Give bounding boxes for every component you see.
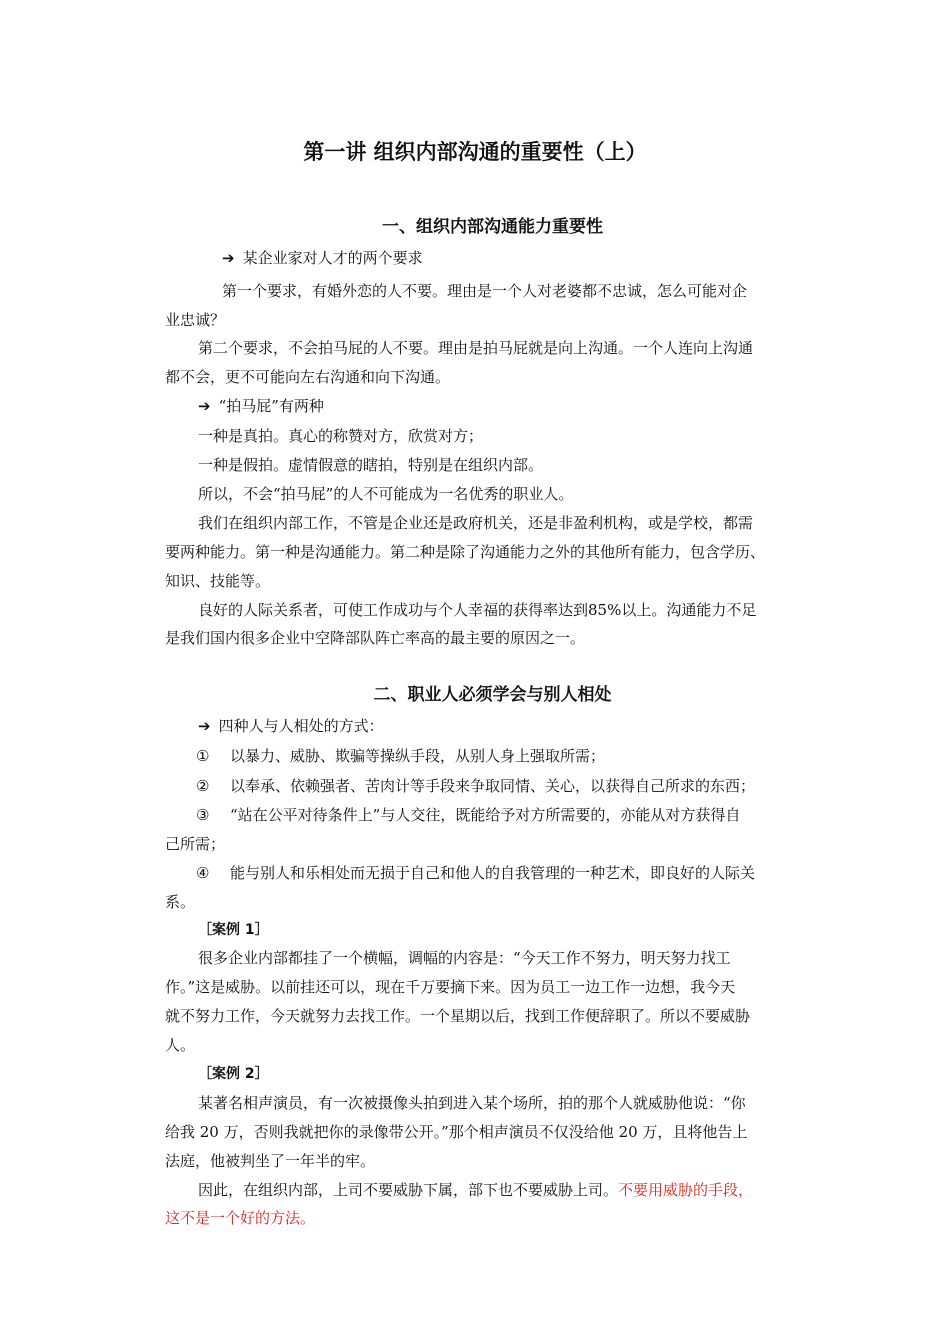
- emphasis-text: 不要用威胁的手段，: [618, 1181, 754, 1199]
- conclusion-text: 因此，在组织内部，上司不要威胁下属，部下也不要威胁上司。: [198, 1181, 619, 1199]
- paragraph-line: 是我们国内很多企业中空降部队阵亡率高的最主要的原因之一。: [165, 629, 586, 647]
- paragraph-line: 一种是真拍。真心的称赞对方，欣赏对方；: [198, 427, 484, 445]
- bullet-text: 四种人与人相处的方式：: [218, 717, 384, 735]
- section-heading-2: 二、职业人必须学会与别人相处: [373, 685, 612, 705]
- emphasis-text: 这不是一个好的方法。: [165, 1209, 316, 1227]
- paragraph-line: 法庭，他被判坐了一年半的牢。: [165, 1152, 376, 1170]
- paragraph-line: 给我 20 万，否则我就把你的录像带公开。”那个相声演员不仅没给他 20 万，且将他告上: [165, 1123, 748, 1141]
- paragraph-line: 要两种能力。第一种是沟通能力。第二种是除了沟通能力之外的其他所有能力，包含学历、: [165, 543, 766, 561]
- page-title: 第一讲 组织内部沟通的重要性（上）: [303, 140, 647, 164]
- list-number: ④: [196, 864, 210, 882]
- section-heading-1: 一、组织内部沟通能力重要性: [382, 217, 603, 237]
- case-label-2: ［案例 2］: [198, 1066, 269, 1082]
- paragraph-line: 知识、技能等。: [165, 572, 271, 590]
- paragraph-line: 良好的人际关系者，可使工作成功与个人幸福的获得率达到85%以上。沟通能力不足: [198, 601, 757, 619]
- list-item: [196, 862, 755, 884]
- paragraph-line: 我们在组织内部工作，不管是企业还是政府机关，还是非盈利机构，或是学校，都需: [198, 514, 754, 532]
- list-item: [196, 745, 605, 767]
- list-item-text: 以奉承、依赖强者、苦肉计等手段来争取同情、关心，以获得自己所求的东西；: [230, 777, 756, 795]
- list-item-continuation: 己所需；: [165, 835, 226, 853]
- paragraph-line: 人。: [165, 1036, 196, 1054]
- bullet-line: [198, 715, 384, 737]
- bullet-text: “拍马屁”有两种: [218, 397, 324, 415]
- list-item-text: “站在公平对待条件上”与人交往，既能给予对方所需要的，亦能从对方获得自: [230, 806, 741, 824]
- paragraph-line: 就不努力工作，今天就努力去找工作。一个星期以后，找到工作便辞职了。所以不要威胁: [165, 1007, 751, 1025]
- list-item: [196, 775, 755, 797]
- paragraph-line: 都不会，更不可能向左右沟通和向下沟通。: [165, 368, 451, 386]
- paragraph-line: 所以，不会“拍马屁”的人不可能成为一名优秀的职业人。: [198, 485, 574, 503]
- list-number: ③: [196, 806, 210, 824]
- paragraph-line: 很多企业内部都挂了一个横幅，调幅的内容是：“今天工作不努力，明天努力找工: [198, 949, 731, 967]
- bullet-line: [198, 395, 324, 417]
- paragraph-line: 第一个要求，有婚外恋的人不要。理由是一个人对老婆都不忠诚，怎么可能对企: [222, 282, 748, 300]
- bullet-text: 某企业家对人才的两个要求: [242, 249, 423, 267]
- paragraph-line: 一种是假拍。虚情假意的瞎拍，特别是在组织内部。: [198, 456, 544, 474]
- list-item-text: 能与别人和乐相处而无损于自己和他人的自我管理的一种艺术，即良好的人际关: [230, 864, 756, 882]
- list-number: ②: [196, 777, 210, 795]
- list-item-text: 以暴力、威胁、欺骗等操纵手段，从别人身上强取所需；: [230, 747, 606, 765]
- paragraph-line: 某著名相声演员，有一次被摄像头拍到进入某个场所，拍的那个人就威胁他说：“你: [198, 1094, 746, 1112]
- list-item-continuation: 系。: [165, 893, 196, 911]
- arrow-right-icon: ➔: [222, 249, 235, 267]
- list-number: ①: [196, 747, 210, 765]
- conclusion-line: [198, 1179, 753, 1201]
- paragraph-line: 作。”这是威胁。以前挂还可以，现在千万要摘下来。因为员工一边工作一边想，我今天: [165, 978, 736, 996]
- list-item: [196, 804, 740, 826]
- arrow-right-icon: ➔: [198, 717, 211, 735]
- arrow-right-icon: ➔: [198, 397, 211, 415]
- case-label-1: ［案例 1］: [198, 922, 269, 938]
- bullet-line: [222, 247, 423, 269]
- paragraph-line: 业忠诚？: [165, 311, 226, 329]
- paragraph-line: 第二个要求，不会拍马屁的人不要。理由是拍马屁就是向上沟通。一个人连向上沟通: [198, 339, 754, 357]
